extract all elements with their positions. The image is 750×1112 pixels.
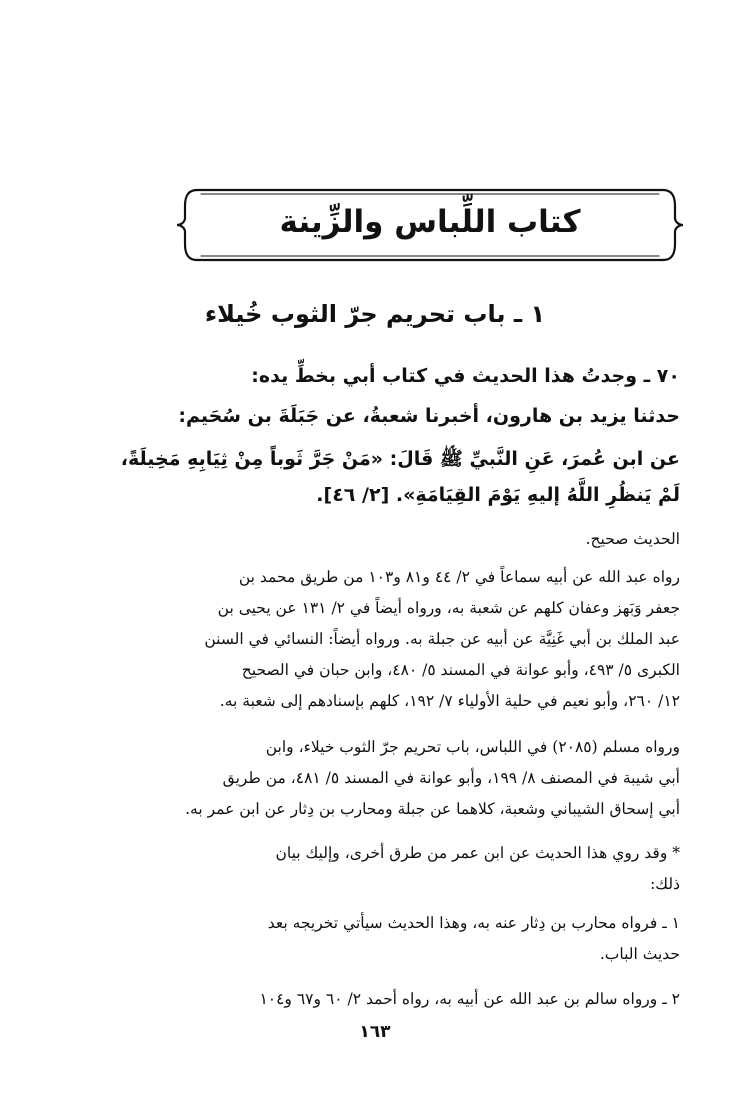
paragraph-2-line-3: أبي إسحاق الشيباني وشعبة، كلاهما عن جبلة ومحارب بن دِثار عن ابن عمر به. (185, 800, 680, 818)
paragraph-1-line-2: جعفر وَبَهز وعفان كلهم عن شعبة به، ورواه أيضاً في ٢/ ١٣١ عن يحيى بن (217, 599, 680, 617)
page-number: ١٦٣ (359, 1022, 391, 1042)
paragraph-1-line-1: رواه عبد الله عن أبيه سماعاً في ٢/ ٤٤ و٨١ و١٠٣ من طريق محمد بن (238, 568, 680, 586)
paragraph-4-line-2: حديث الباب. (599, 945, 680, 963)
paragraph-1-line-3: عبد الملك بن أبي غَنِيَّة عن أبيه عن جبلة به. ورواه أيضاً: النسائي في السنن (204, 630, 680, 648)
chapter-title: ١ ـ باب تحريم جرّ الثوب خُيلاء (204, 300, 546, 328)
book-title: كتاب اللِّباس والزِّينة (279, 204, 581, 240)
paragraph-2-line-2: أبي شيبة في المصنف ٨/ ١٩٩، وأبو عوانة في المسند ٥/ ٤٨١، من طريق (222, 769, 680, 787)
hadith-text-line-1: عن ابن عُمرَ، عَنِ النَّبيِّ ﷺ قَالَ: «مَنْ جَرَّ ثَوباً مِنْ ثِيَابِهِ مَخِيلَةً، (120, 448, 680, 470)
paragraph-3-line-1: * وقد روي هذا الحديث عن ابن عمر من طرق أخرى، وإليك بيان (275, 844, 680, 862)
hadith-chain-line: حدثنا يزيد بن هارون، أخبرنا شعبةُ، عن جَبَلَةَ بن سُحَيم: (178, 405, 680, 427)
hadith-text-line-2: لَمْ يَنظُرِ اللَّهُ إليهِ يَوْمَ القِيَامَةِ». [٢/ ٤٦]. (316, 484, 680, 506)
paragraph-5-line-1: ٢ ـ ورواه سالم بن عبد الله عن أبيه به، رواه أحمد ٢/ ٦٠ و٦٧ و١٠٤ (259, 990, 680, 1008)
paragraph-1-line-4: الكبرى ٥/ ٤٩٣، وأبو عوانة في المسند ٥/ ٤٨٠، وابن حبان في الصحيح (241, 661, 680, 679)
title-frame (175, 184, 685, 266)
paragraph-1-line-5: ١٢/ ٢٦٠، وأبو نعيم في حلية الأولياء ٧/ ١٩٢، كلهم بإسنادهم إلى شعبة به. (219, 692, 680, 710)
paragraph-3-line-2: ذلك: (650, 875, 680, 893)
paragraph-2-line-1: ورواه مسلم (٢٠٨٥) في اللباس، باب تحريم جرّ الثوب خيلاء، وابن (265, 738, 680, 756)
hadith-intro-line: ٧٠ ـ وجدتُ هذا الحديث في كتاب أبي بخطِّ يده: (251, 365, 680, 387)
grading-line: الحديث صحيح. (585, 530, 680, 548)
paragraph-4-line-1: ١ ـ فرواه محارب بن دِثار عنه به، وهذا الحديث سيأتي تخريجه بعد (267, 914, 680, 932)
